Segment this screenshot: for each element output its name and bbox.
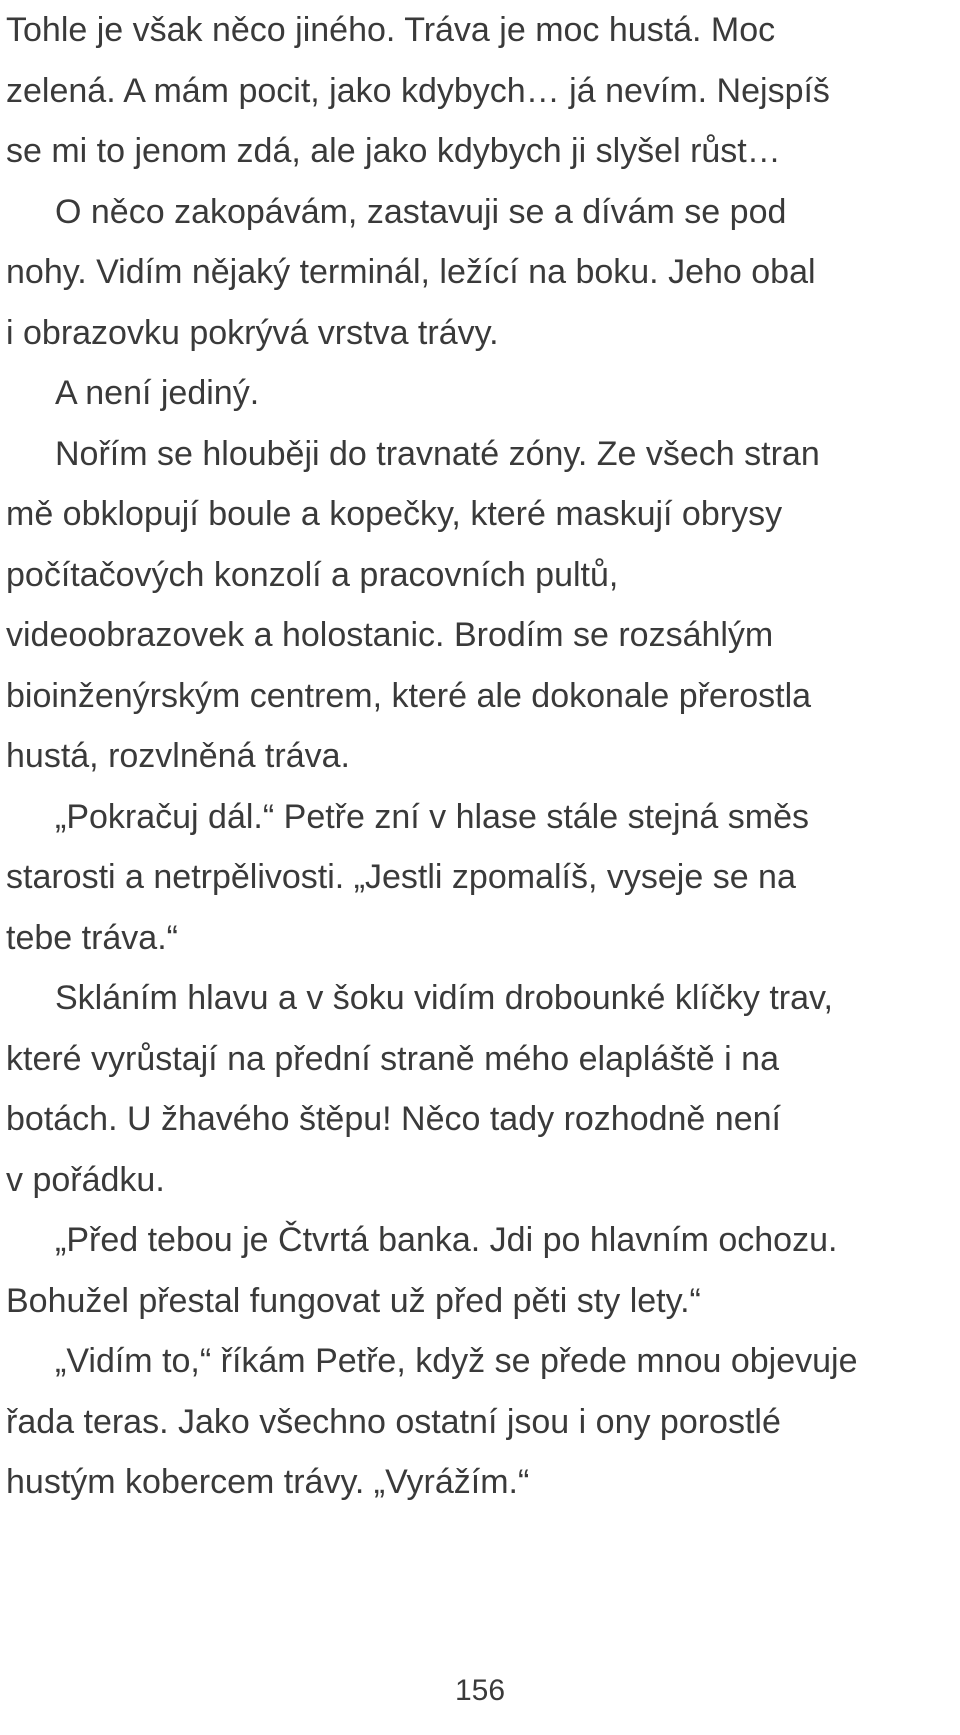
paragraph xyxy=(6,0,956,182)
text-line: se mi to jenom zdá, ale jako kdybych ji slyšel růst… xyxy=(6,132,781,170)
paragraph xyxy=(6,787,956,969)
text-line: řada teras. Jako všechno ostatní jsou i ony porostlé xyxy=(6,1402,781,1441)
paragraph xyxy=(6,1331,956,1513)
text-line: v pořádku. xyxy=(6,1160,165,1199)
text-line: starosti a netrpělivosti. „Jestli zpomalíš, vyseje se na xyxy=(6,858,796,896)
text-line: Tohle je však něco jiného. Tráva je moc hustá. Moc xyxy=(6,11,776,49)
page-number: 156 xyxy=(454,1674,506,1707)
text-line: „Před tebou je Čtvrtá banka. Jdi po hlavním ochozu. xyxy=(55,1221,838,1259)
text-line: A není jediný. xyxy=(55,374,260,412)
text-line: botách. U žhavého štěpu! Něco tady rozhodně není xyxy=(6,1100,781,1138)
text-line: hustým kobercem trávy. „Vyrážím.“ xyxy=(6,1463,530,1501)
text-line: O něco zakopávám, zastavuji se a dívám se pod xyxy=(55,192,787,231)
book-page xyxy=(6,0,956,1735)
text-line: i obrazovku pokrývá vrstva trávy. xyxy=(6,313,499,352)
text-line: „Pokračuj dál.“ Petře zní v hlase stále stejná směs xyxy=(55,797,809,836)
paragraph xyxy=(6,424,956,787)
text-line: tebe tráva.“ xyxy=(6,918,178,957)
text-line: videoobrazovek a holostanic. Brodím se rozsáhlým xyxy=(6,616,774,654)
text-line: počítačových konzolí a pracovních pultů, xyxy=(6,555,619,594)
paragraph xyxy=(6,182,956,364)
body-text xyxy=(6,0,956,1513)
text-line: hustá, rozvlněná tráva. xyxy=(6,737,350,775)
paragraph xyxy=(6,1210,956,1331)
text-line: „Vidím to,“ říkám Petře, když se přede mnou objevuje xyxy=(55,1342,858,1380)
text-line: mě obklopují boule a kopečky, které maskují obrysy xyxy=(6,495,783,533)
text-line: Nořím se hlouběji do travnaté zóny. Ze všech stran xyxy=(55,434,820,473)
paragraph xyxy=(6,968,956,1210)
text-line: které vyrůstají na přední straně mého elapláště i na xyxy=(6,1039,779,1078)
text-line: Skláním hlavu a v šoku vidím drobounké klíčky trav, xyxy=(55,979,833,1017)
text-line: Bohužel přestal fungovat už před pěti sty lety.“ xyxy=(6,1281,701,1320)
text-line: nohy. Vidím nějaký terminál, ležící na boku. Jeho obal xyxy=(6,253,816,291)
paragraph xyxy=(6,363,956,424)
text-line: bioinženýrským centrem, které ale dokonale přerostla xyxy=(6,676,812,715)
text-line: zelená. A mám pocit, jako kdybych… já nevím. Nejspíš xyxy=(6,71,830,110)
